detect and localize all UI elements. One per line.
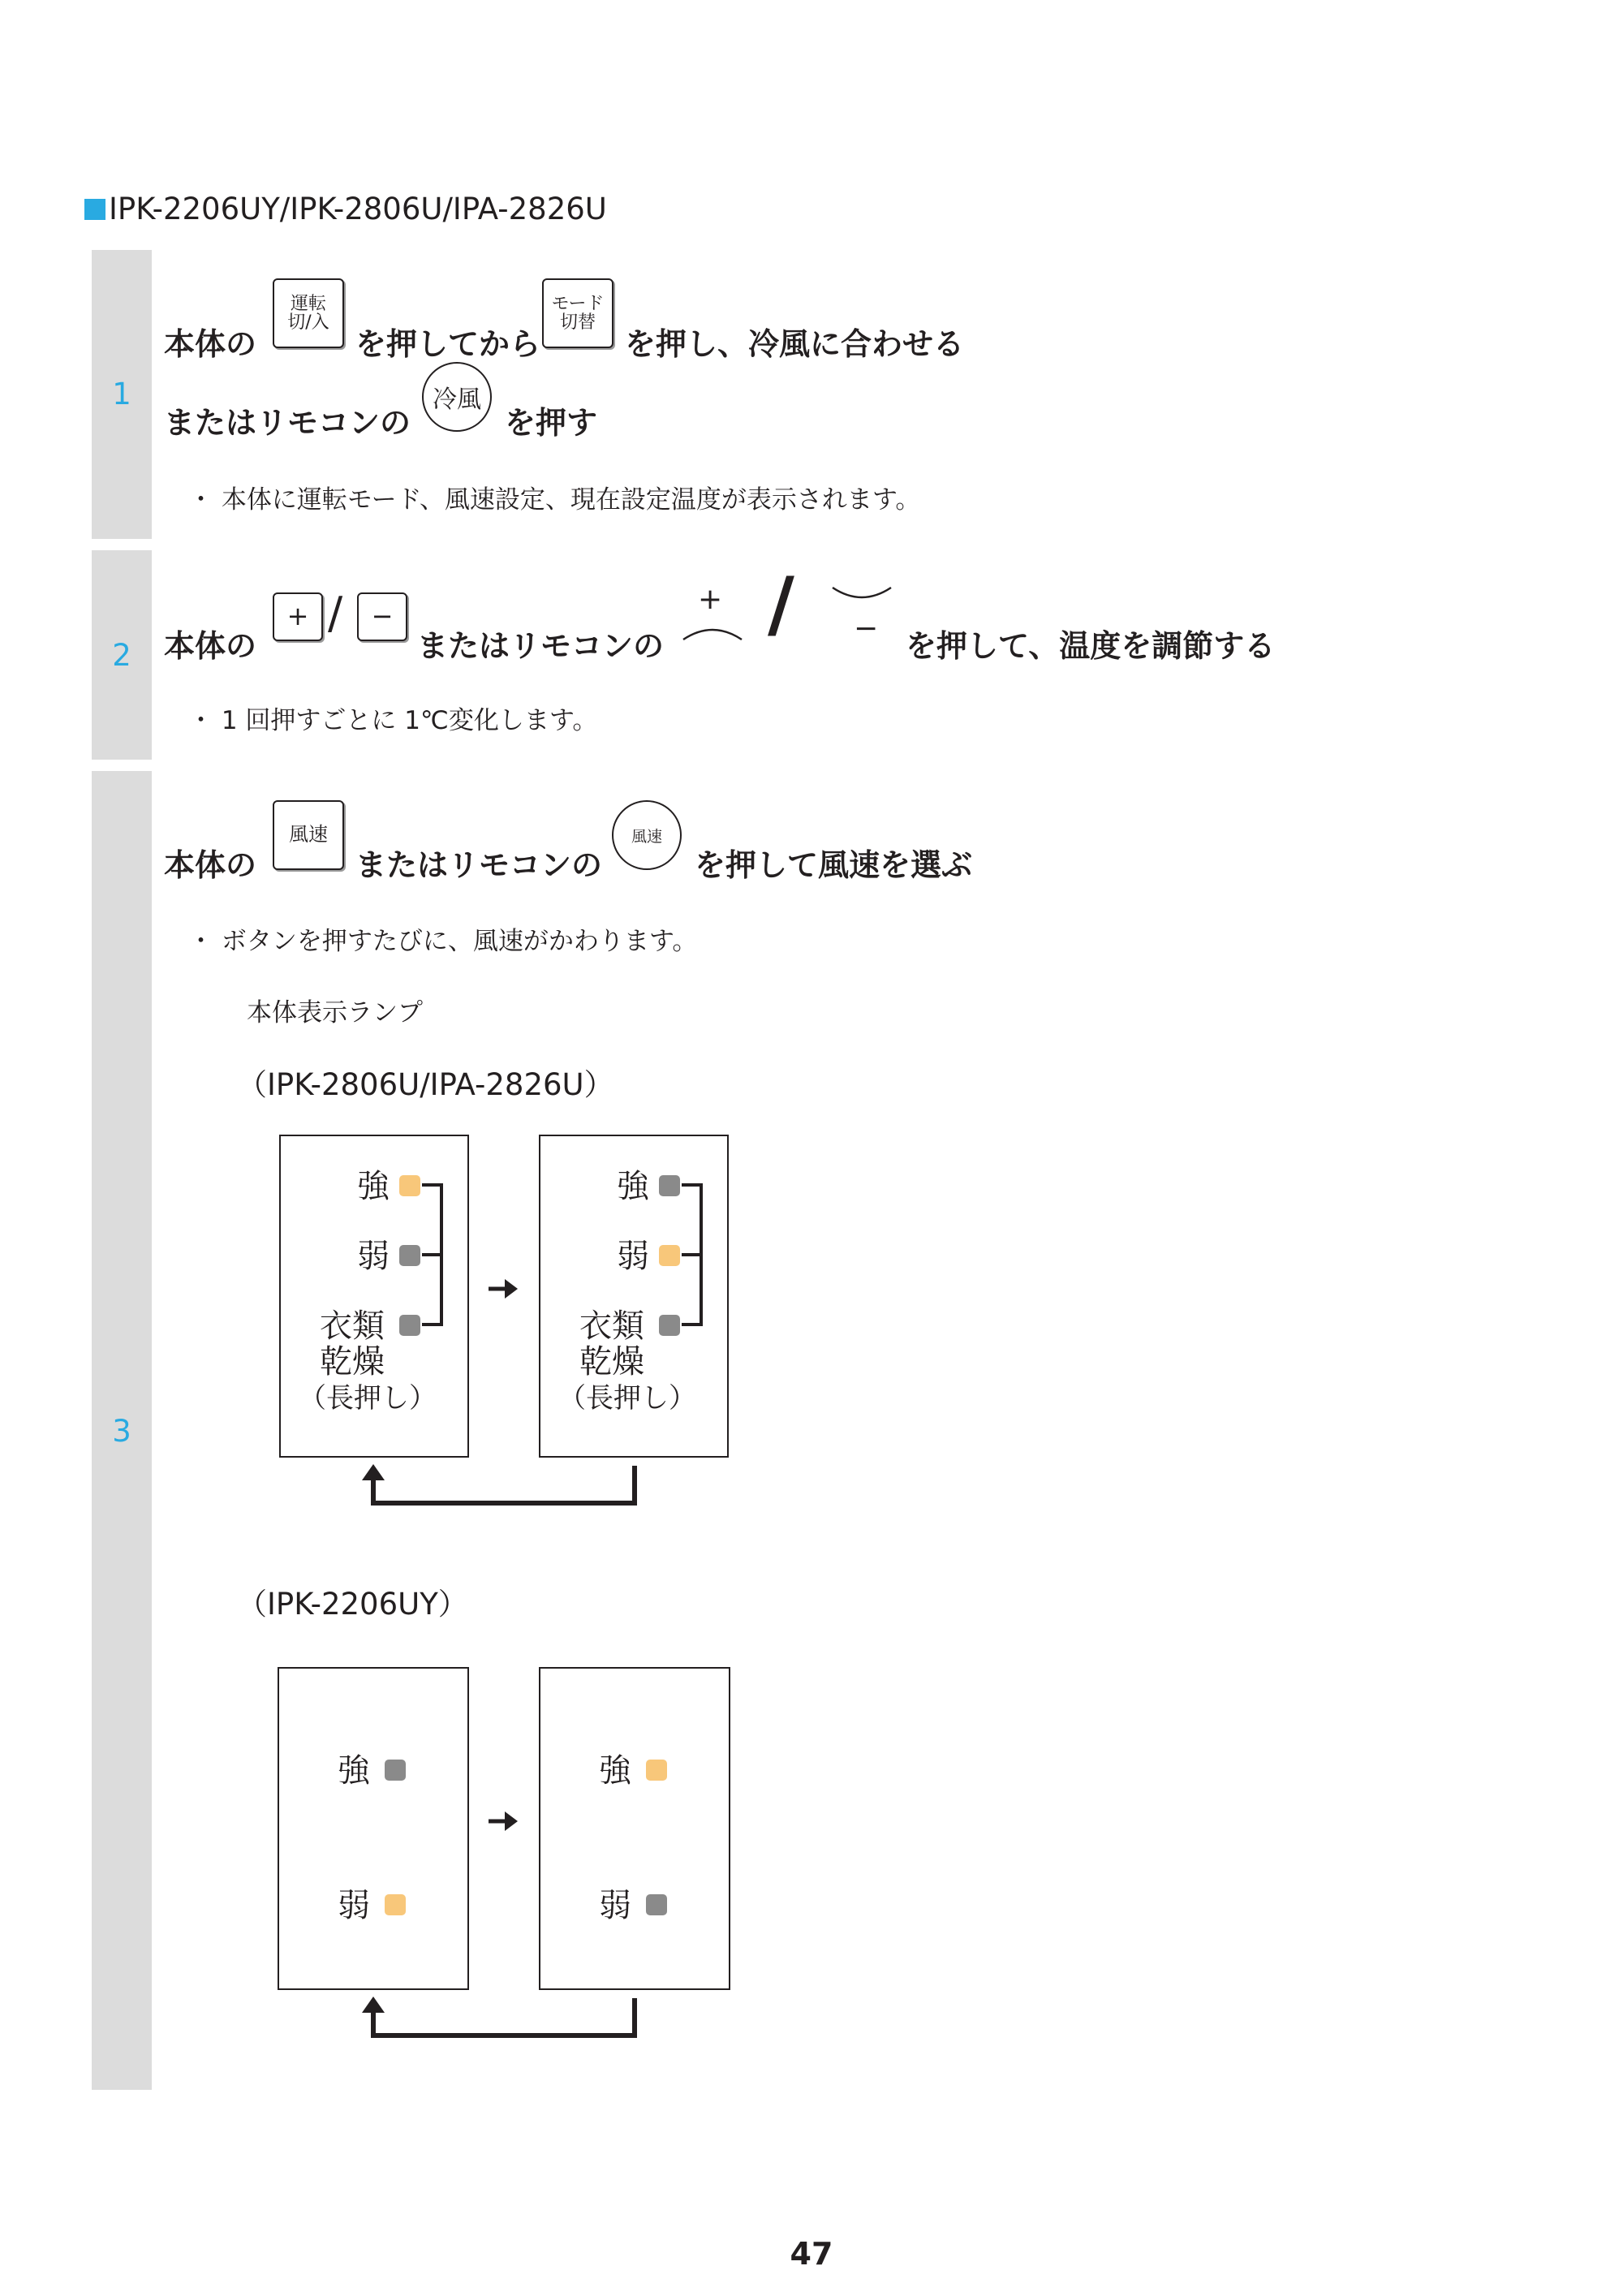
remote-slash: / [768, 562, 794, 647]
plus-button[interactable] [273, 592, 323, 641]
label-weak: 弱 [338, 1887, 370, 1924]
step2-number: 2 [112, 638, 131, 673]
step3-text-a: 本体の [164, 847, 257, 883]
bullet: ・ [188, 485, 213, 515]
step1-number: 1 [112, 377, 131, 411]
lamp-weak [399, 1245, 420, 1266]
label-strong: 強 [357, 1168, 390, 1205]
remote-plus-label: + [698, 583, 723, 616]
fan-speed-button[interactable] [273, 800, 344, 870]
lamp-panel-b2 [539, 1667, 730, 1990]
arc-bottom-icon [829, 584, 894, 605]
arc-top-icon [680, 622, 745, 643]
step1-note [188, 479, 920, 515]
lamp-strong [385, 1760, 406, 1781]
remote-fan-button[interactable] [612, 800, 682, 870]
lamp-title: 本体表示ランプ [247, 998, 423, 1027]
step3-number: 3 [112, 1414, 131, 1449]
run-button-label-1: 運転 [290, 293, 326, 314]
heading-square-icon [84, 199, 105, 220]
model-group-a: （IPK-2806U/IPA-2826U） [237, 1067, 614, 1102]
step3-text-b: またはリモコンの [355, 847, 603, 883]
run-toggle-button[interactable] [273, 278, 344, 348]
label-long-press: （長押し） [558, 1382, 696, 1415]
lamp-weak [659, 1245, 680, 1266]
minus-button[interactable] [357, 592, 407, 641]
plus-button-label: + [286, 601, 309, 632]
lamp-strong [659, 1175, 680, 1196]
bullet: ・ [188, 927, 213, 956]
lamp-strong [399, 1175, 420, 1196]
bracket-icon [680, 1182, 709, 1331]
step2-text-b: またはリモコンの [417, 628, 665, 664]
step2-text-a: 本体の [164, 628, 257, 664]
label-laundry-1: 衣類 [320, 1307, 385, 1345]
return-arrow-icon [354, 1462, 644, 1510]
mode-button-label-2: 切替 [559, 312, 596, 333]
step2-note [188, 700, 597, 736]
fan-button-label: 風速 [289, 823, 328, 846]
label-laundry-2: 乾燥 [320, 1343, 385, 1381]
mode-switch-button[interactable] [542, 278, 613, 348]
lamp-panel-a1 [279, 1135, 469, 1458]
step3-note-text: ボタンを押すたびに、風速がかわります。 [221, 927, 698, 956]
label-weak: 弱 [617, 1238, 649, 1275]
remote-fan-label: 風速 [631, 827, 662, 846]
step1-text-b: を押してから [355, 326, 541, 362]
step2-text-c: を押して、温度を調節する [906, 628, 1276, 664]
remote-minus-button[interactable] [829, 584, 911, 649]
bullet: ・ [188, 706, 213, 735]
step1-text-c: を押し、冷風に合わせる [625, 326, 965, 362]
slash-separator: / [328, 588, 343, 639]
mode-button-label-1: モード [551, 293, 605, 314]
label-strong: 強 [338, 1752, 370, 1790]
step1-note-text: 本体に運転モード、風速設定、現在設定温度が表示されます。 [221, 485, 921, 515]
label-strong: 強 [599, 1752, 631, 1790]
remote-plus-button[interactable] [680, 583, 753, 648]
remote-minus-label: − [854, 612, 879, 645]
heading-models: IPK-2206UY/IPK-2806U/IPA-2826U [109, 192, 607, 226]
model-group-b: （IPK-2206UY） [237, 1587, 468, 1622]
label-weak: 弱 [357, 1238, 390, 1275]
remote-cool-label: 冷風 [433, 386, 481, 414]
lamp-strong [646, 1760, 667, 1781]
lamp-weak [385, 1894, 406, 1915]
step1-text-d: またはリモコンの [164, 405, 411, 441]
section-heading [84, 192, 607, 226]
remote-cool-button[interactable] [422, 362, 492, 432]
label-long-press: （長押し） [299, 1382, 437, 1415]
label-laundry-2: 乾燥 [579, 1343, 644, 1381]
label-strong: 強 [617, 1168, 649, 1205]
lamp-weak [646, 1894, 667, 1915]
label-laundry-1: 衣類 [579, 1307, 644, 1345]
step3-text-c: を押して風速を選ぶ [695, 847, 973, 883]
lamp-panel-b1 [278, 1667, 469, 1990]
step1-text-e: を押す [505, 405, 598, 441]
lamp-laundry [659, 1315, 680, 1336]
lamp-laundry [399, 1315, 420, 1336]
arrow-right-icon [487, 1807, 523, 1836]
step3-note [188, 920, 697, 957]
run-button-label-2: 切/入 [287, 312, 329, 333]
page-number: 47 [790, 2236, 833, 2272]
minus-button-label: − [371, 601, 394, 632]
return-arrow-icon [354, 1995, 644, 2042]
step2-note-text: 1 回押すごとに 1℃変化します。 [221, 706, 598, 735]
bracket-icon [420, 1182, 450, 1331]
lamp-panel-a2 [539, 1135, 729, 1458]
arrow-right-icon [487, 1274, 523, 1303]
step1-text-a: 本体の [164, 326, 257, 362]
label-weak: 弱 [599, 1887, 631, 1924]
